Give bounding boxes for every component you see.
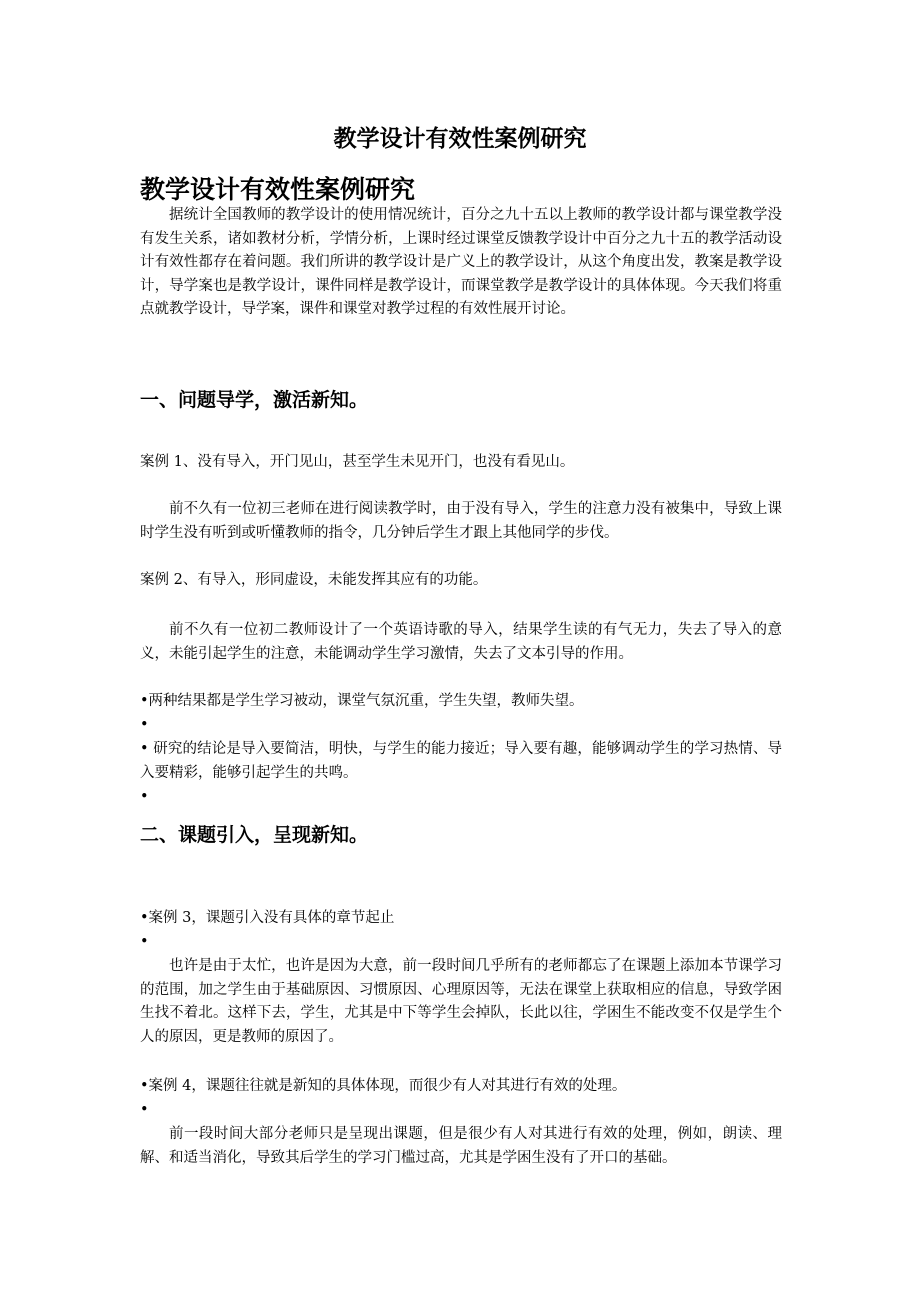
bullet-empty-2: •	[140, 789, 149, 805]
bullet-summary: •两种结果都是学生学习被动，课堂气氛沉重，学生失望，教师失望。	[140, 693, 584, 709]
case2-paragraph: 前不久有一位初二教师设计了一个英语诗歌的导入，结果学生读的有气无力，失去了导入的意义，未能引起学生的注意，未能调动学生学习激情，失去了文本引导的作用。	[140, 622, 782, 662]
main-heading: 教学设计有效性案例研究	[140, 175, 416, 204]
case4-paragraph: 前一段时间大部分老师只是呈现出课题，但是很少有人对其进行有效的处理，例如，朗读、理解、和适当消化，导致其后学生的学习门槛过高，尤其是学困生没有了开口的基础。	[140, 1126, 782, 1166]
intro-paragraph: 据统计全国教师的教学设计的使用情况统计，百分之九十五以上教师的教学设计都与课堂教学没有发生关系，诸如教材分析，学情分析，上课时经过课堂反馈教学设计中百分之九十五的教学活动设计有效性都存在着问题。我们所讲的教学设计是广义上的教学设计，从这个角度出发，教案是教学设计，导学案也是教学设计，课件同样是教学设计，而课堂教学是教学设计的具体体现。今天我们将重点就教学设计，导学案，课件和课堂对教学过程的有效性展开讨论。	[140, 207, 782, 317]
bullet-empty-1: •	[140, 717, 149, 733]
bullet-empty-3: •	[140, 934, 149, 950]
case2-title: 案例 2、有导入，形同虚设，未能发挥其应有的功能。	[140, 572, 488, 588]
section2-heading: 二、课题引入，呈现新知。	[140, 824, 369, 846]
section1-heading: 一、问题导学，激活新知。	[140, 389, 369, 411]
case4-title: •案例 4，课题往往就是新知的具体体现，而很少有人对其进行有效的处理。	[140, 1078, 627, 1094]
bullet-empty-4: •	[140, 1102, 149, 1118]
bullet-conclusion: • 研究的结论是导入要简洁，明快，与学生的能力接近；导入要有趣，能够调动学生的学习热情、导入要精彩，能够引起学生的共鸣。	[140, 741, 782, 781]
case1-paragraph: 前不久有一位初三老师在进行阅读教学时，由于没有导入，学生的注意力没有被集中，导致上课时学生没有听到或听懂教师的指令，几分钟后学生才跟上其他同学的步伐。	[140, 501, 782, 541]
document-title: 教学设计有效性案例研究	[333, 126, 587, 152]
case1-title: 案例 1、没有导入，开门见山，甚至学生未见开门，也没有看见山。	[140, 454, 575, 470]
case3-paragraph: 也许是由于太忙，也许是因为大意，前一段时间几乎所有的老师都忘了在课题上添加本节课学习的范围，加之学生由于基础原因、习惯原因、心理原因等，无法在课堂上获取相应的信息，导致学困生找不着北。这样下去，学生，尤其是中下等学生会掉队，长此以往，学困生不能改变不仅是学生个人的原因，更是教师的原因了。	[140, 958, 782, 1045]
case3-title: •案例 3，课题引入没有具体的章节起止	[140, 910, 395, 926]
